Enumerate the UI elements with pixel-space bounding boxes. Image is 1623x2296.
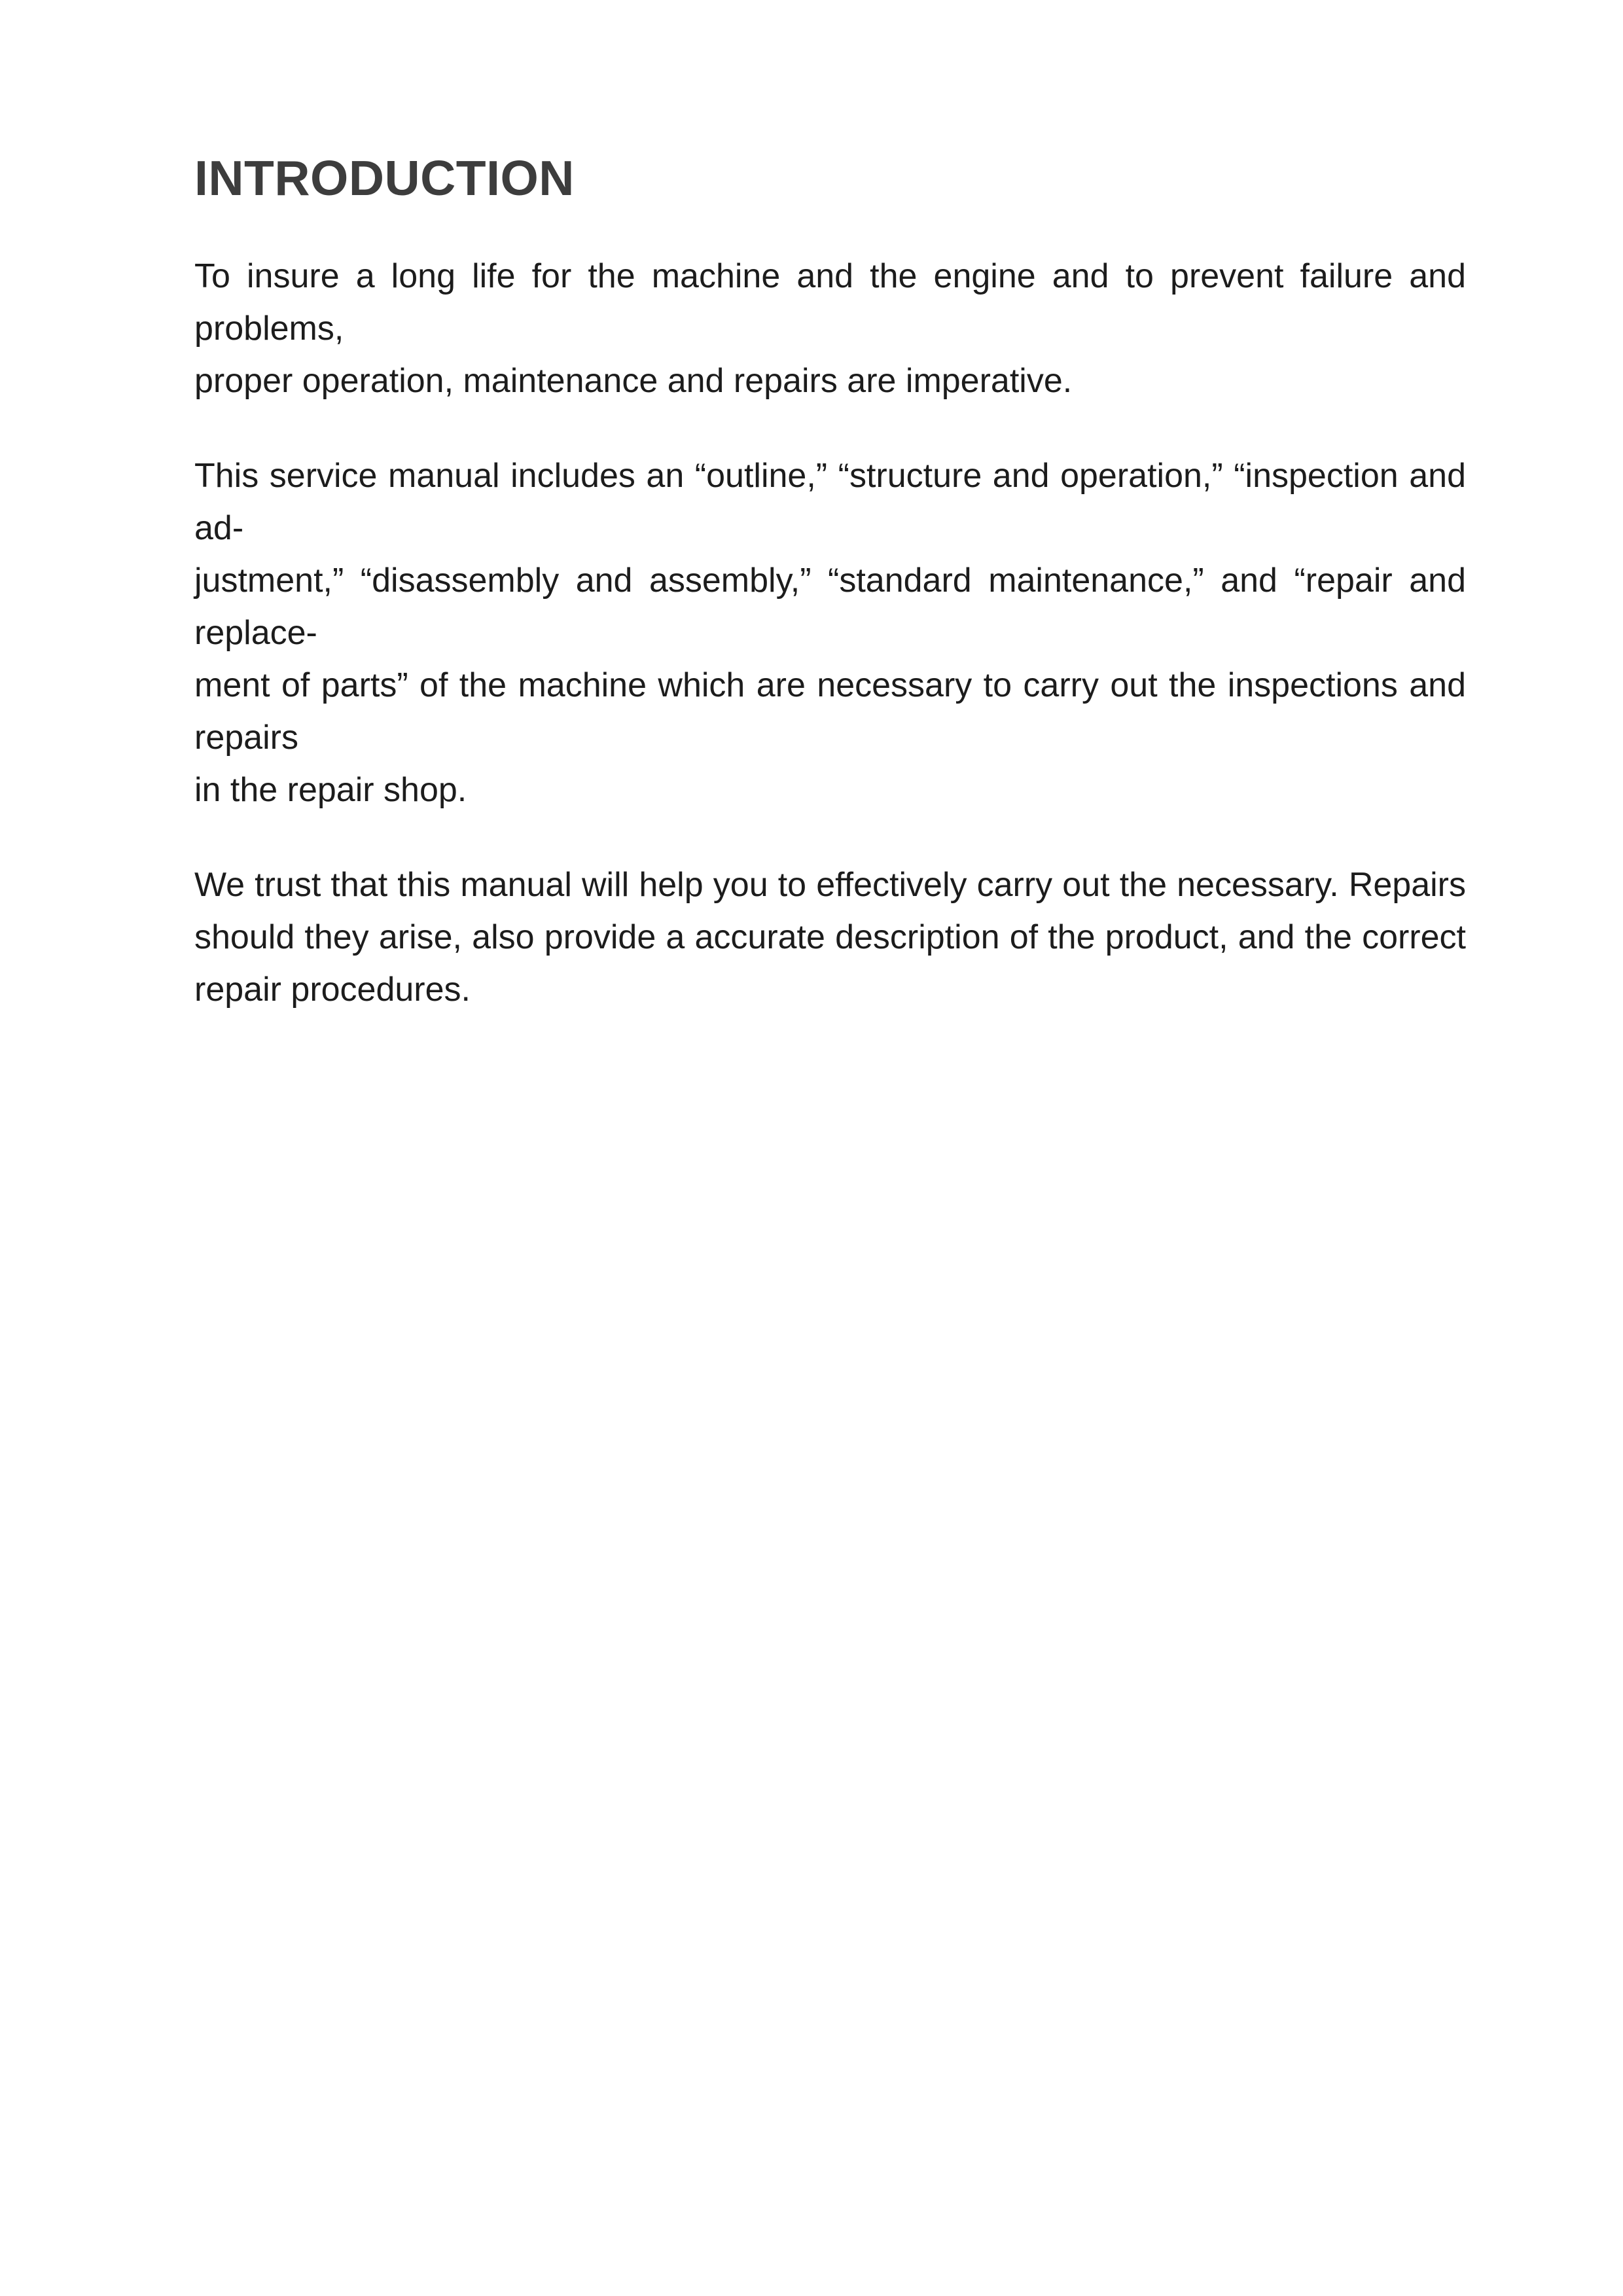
text-line: repair procedures. bbox=[194, 971, 471, 1009]
text-line: To insure a long life for the machine and the engine and to prevent failure and problems, bbox=[194, 257, 1466, 348]
text-line: We trust that this manual will help you to effectively carry out the necessary. Repairs bbox=[194, 866, 1466, 904]
text-line: ment of parts” of the machine which are necessary to carry out the inspections and repairs bbox=[194, 666, 1466, 757]
text-line: This service manual includes an “outline,” “structure and operation,” “inspection and ad- bbox=[194, 457, 1466, 547]
text-line: proper operation, maintenance and repairs are imperative. bbox=[194, 362, 1073, 400]
paragraph-intro bbox=[194, 250, 1466, 407]
text-line: should they arise, also provide a accurate description of the product, and the correct bbox=[194, 918, 1466, 956]
paragraph-manual-contents bbox=[194, 450, 1466, 816]
text-line: in the repair shop. bbox=[194, 771, 467, 809]
paragraph-trust bbox=[194, 859, 1466, 1016]
text-line: justment,” “disassembly and assembly,” “standard maintenance,” and “repair and replace- bbox=[194, 562, 1466, 652]
page-title: INTRODUCTION bbox=[194, 151, 575, 206]
